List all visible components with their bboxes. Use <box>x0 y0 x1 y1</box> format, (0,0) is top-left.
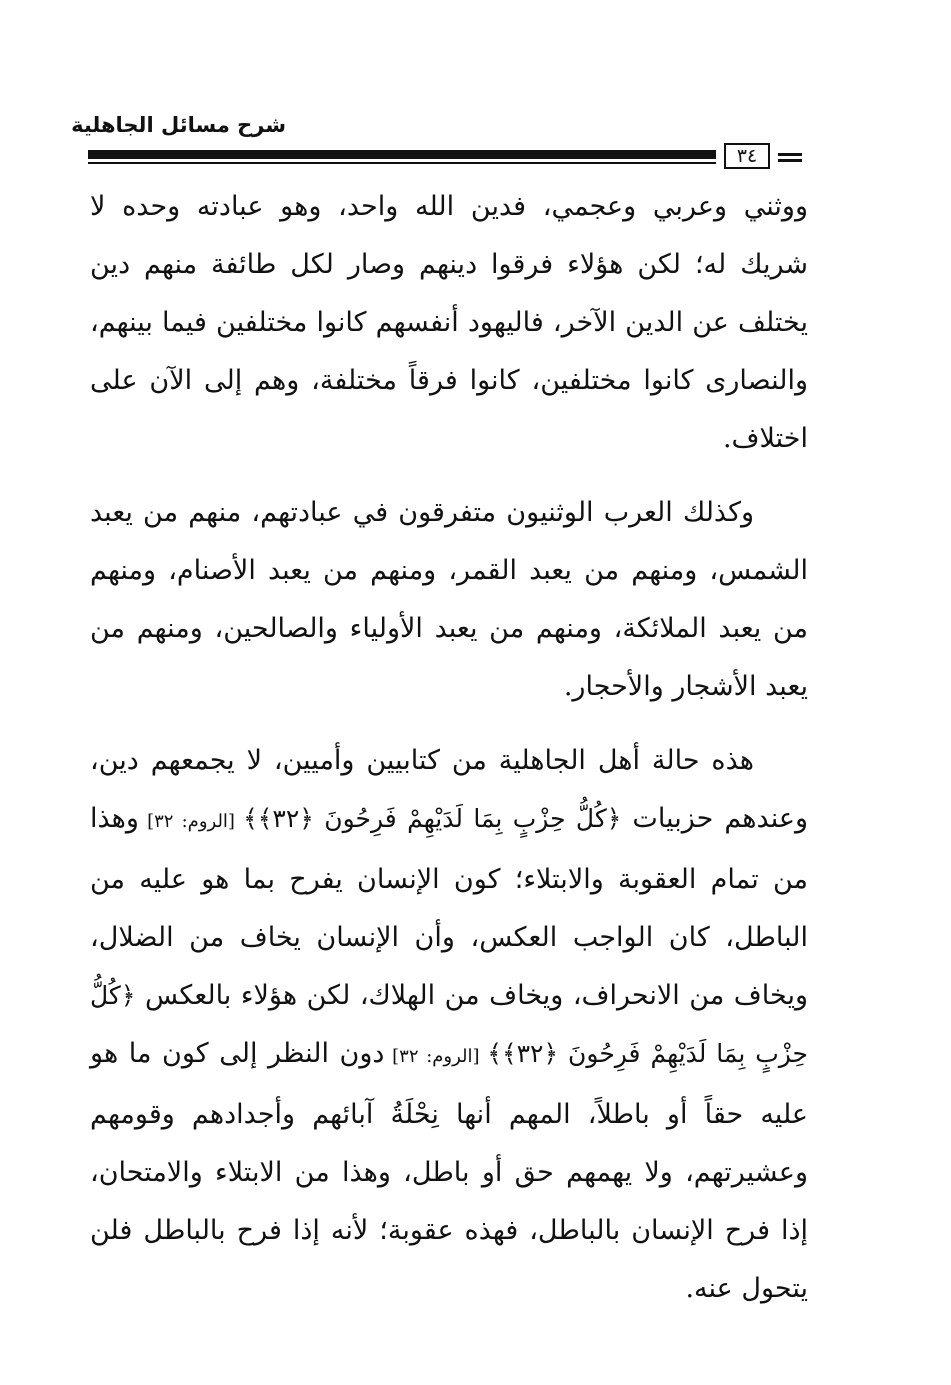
paragraph-3-part-2: وهذا من تمام العقوبة والابتلاء؛ كون الإنسان يفرح بما هو عليه من الباطل، كان الواجب العكس، وأن الإنسان يخاف من الضلال، ويخاف من الانحراف، ويخاف من الهلاك، لكن هؤلاء بالعكس <box>90 803 808 1011</box>
quran-verse-2: ﴿كُلُّ حِزْبٍ بِمَا لَدَيْهِمْ فَرِحُونَ ﴿٣٢﴾﴾ <box>90 981 808 1068</box>
header-rule-tail-bottom <box>778 159 802 162</box>
body-text <box>90 178 808 1318</box>
paragraph-2: وكذلك العرب الوثنيون متفرقون في عبادتهم، منهم من يعبد الشمس، ومنهم من يعبد القمر، ومنهم من يعبد الأصنام، ومنهم من يعبد الملائكة، ومنهم من يعبد الأولياء والصالحين، ومنهم من يعبد الأشجار والأحجار. <box>90 497 808 702</box>
running-title: شرح مسائل الجاهلية <box>71 113 286 137</box>
paragraph-3-part-3: دون النظر إلى كون ما هو عليه حقاً أو باطلاً، المهم أنها نِحْلَةُ آبائهم وأجدادهم وقومهم وعشيرتهم، ولا يهمهم حق أو باطل، وهذا من الابتلاء والامتحان، إذا فرح الإنسان بالباطل، فهذه عقوبة؛ لأنه إذا فرح بالباطل فلن يتحول عنه. <box>90 1038 808 1304</box>
paragraph-3-part-1: هذه حالة أهل الجاهلية من كتابيين وأميين، لا يجمعهم دين، وعندهم حزبيات <box>90 745 808 834</box>
verse-reference-2: [الروم: ٣٢] <box>384 1046 488 1067</box>
page-number: ٣٤ <box>724 143 770 169</box>
verse-reference-1: [الروم: ٣٢] <box>138 811 244 832</box>
header-rule <box>88 141 808 169</box>
paragraph-3 <box>90 732 808 1318</box>
quran-verse-1: ﴿كُلُّ حِزْبٍ بِمَا لَدَيْهِمْ فَرِحُونَ ﴿٣٢﴾﴾ <box>243 804 622 833</box>
paragraph-1: ووثني وعربي وعجمي، فدين الله واحد، وهو عبادته وحده لا شريك له؛ لكن هؤلاء فرقوا دينهم وصار لكل طائفة منهم دين يختلف عن الدين الآخر، فاليهود أنفسهم كانوا مختلفين فيما بينهم، والنصارى كانوا مختلفين، كانوا فرقاً مختلفة، وهم إلى الآن على اختلاف. <box>90 191 808 454</box>
header-rule-thick-line <box>88 150 716 159</box>
header-rule-tail-top <box>778 153 802 156</box>
header-rule-thin-line <box>88 162 716 164</box>
